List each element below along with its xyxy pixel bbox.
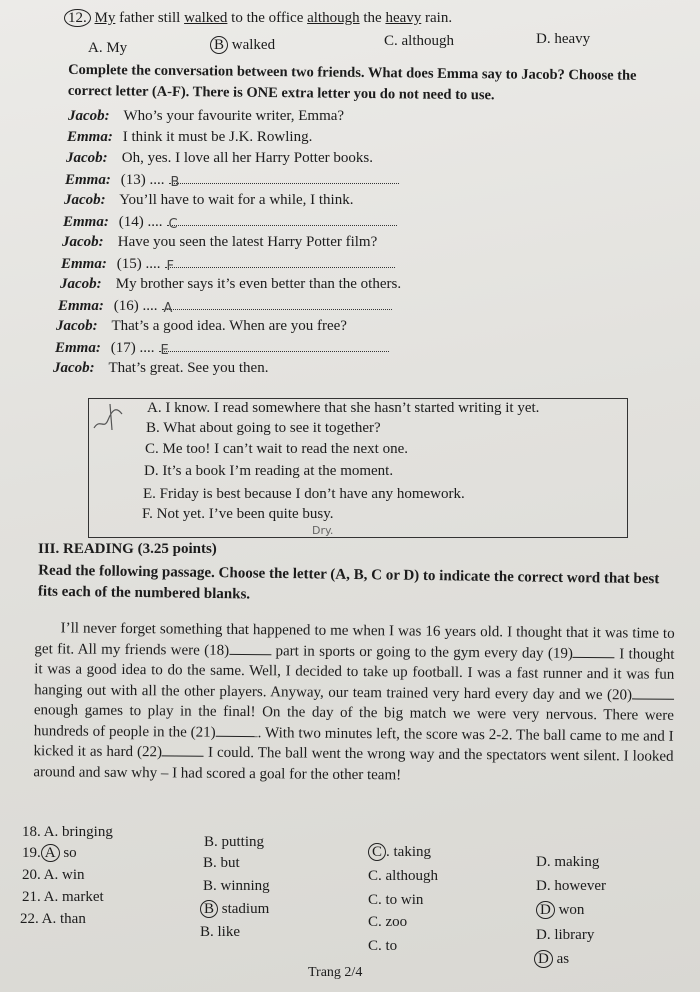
pen-scribble-icon <box>92 400 132 436</box>
q21-option-c[interactable]: C. zoo <box>368 914 408 930</box>
q20-option-b[interactable]: B. winning <box>203 878 270 894</box>
reading-passage <box>33 618 674 788</box>
line-text: I think it must be J.K. Rowling. <box>122 129 313 145</box>
speaker: Emma: <box>61 256 107 272</box>
dialogue-line-4 <box>65 171 399 189</box>
q12-option-a: A. My <box>88 40 128 56</box>
box-scribble-text: Dry. <box>312 524 334 537</box>
answer-circle: B <box>200 900 218 918</box>
q18-option-c[interactable] <box>368 844 431 861</box>
blank-20[interactable] <box>632 686 674 699</box>
handwritten-answer: C <box>168 217 178 232</box>
handwritten-answer: E <box>160 343 169 358</box>
box-option-c[interactable]: C. Me too! I can’t wait to read the next one. <box>145 441 408 457</box>
q19-option-a[interactable] <box>22 845 77 862</box>
blank-18[interactable] <box>229 641 271 654</box>
dialogue-line-12 <box>55 339 389 357</box>
dialogue-line-13 <box>53 360 268 377</box>
q12-option-b-text: walked <box>231 37 276 53</box>
q21-option-b[interactable] <box>200 901 269 918</box>
q12-text-4: rain. <box>421 10 453 26</box>
q12-part-c: although <box>307 10 360 26</box>
question-number: 19. <box>22 845 41 861</box>
option-text: won <box>554 902 585 918</box>
speaker: Jacob: <box>68 108 110 124</box>
handwritten-answer: F <box>166 259 174 274</box>
line-text: Oh, yes. I love all her Harry Potter books. <box>121 150 373 166</box>
answer-blank-13[interactable] <box>165 171 399 189</box>
passage-part-2: part in sports or going to the gym every day (19) <box>271 642 573 662</box>
q12-option-d: D. heavy <box>536 31 591 47</box>
q12-text-1: father still <box>115 10 185 26</box>
dialogue-line-6 <box>63 213 397 231</box>
box-option-d[interactable]: D. It’s a book I’m reading at the moment. <box>144 463 394 479</box>
line-text: (15) .... <box>116 256 161 272</box>
box-option-b[interactable]: B. What about going to see it together? <box>146 420 381 436</box>
dialogue-line-9 <box>60 276 401 293</box>
speaker: Jacob: <box>64 192 106 208</box>
q12-option-b <box>210 37 275 54</box>
q20-option-c[interactable]: C. to win <box>368 892 424 908</box>
speaker: Jacob: <box>60 276 102 292</box>
speaker: Emma: <box>67 129 113 145</box>
answer-circle: D <box>536 901 555 919</box>
line-text: My brother says it’s even better than the others. <box>115 276 402 292</box>
passage-part-3: I thought it was a good idea to do the same. Well, I decided to take up football. I was a fast runner and it was fun hanging out with all the other players. Anyway, our team trained very hard every day and we (20) <box>34 645 675 703</box>
dialogue-line-8 <box>61 255 395 273</box>
section-heading: III. READING (3.25 points) <box>38 541 217 557</box>
passage-part-4: enough games to play in the final! On the day of the big match we were very nervous. There were hundreds of people in the (21) <box>33 702 674 741</box>
dialogue-line-7 <box>62 234 377 251</box>
line-text: (17) .... <box>110 340 155 356</box>
q12-part-a: My <box>94 10 116 26</box>
q19-option-d[interactable]: D. however <box>536 878 606 894</box>
answer-circle: C <box>368 843 386 861</box>
q20-option-d[interactable] <box>536 902 584 919</box>
speaker: Jacob: <box>53 360 95 376</box>
option-text: . taking <box>386 844 432 860</box>
passage-part-5: . With two minutes left, the score was 2-2. The ball came to me and I kicked it as hard (22) <box>33 724 674 761</box>
q18-option-a[interactable]: 18. A. bringing <box>22 824 113 840</box>
question-12 <box>64 10 452 27</box>
q12-text-2: to the office <box>227 10 308 26</box>
line-text: You’ll have to wait for a while, I think. <box>119 192 354 208</box>
blank-19[interactable] <box>573 644 615 657</box>
q20-option-a[interactable]: 20. A. win <box>22 867 85 883</box>
line-text: (14) .... <box>118 214 163 230</box>
dialogue-line-2 <box>67 129 312 146</box>
dialogue-line-11 <box>56 318 347 335</box>
line-text: That’s great. See you then. <box>108 360 269 376</box>
q12-part-d: heavy <box>385 10 422 26</box>
q19-option-b[interactable]: B. but <box>203 855 240 871</box>
q12-part-b: walked <box>184 10 228 26</box>
page-number: Trang 2/4 <box>308 965 363 980</box>
blank-22[interactable] <box>162 743 204 756</box>
dialogue-line-1 <box>68 108 344 125</box>
box-option-e[interactable]: E. Friday is best because I don’t have any homework. <box>143 486 465 502</box>
q12-text-3: the <box>359 10 386 26</box>
question-number-circled: 12. <box>64 9 91 27</box>
instruction-conversation: Complete the conversation between two friends. What does Emma say to Jacob? Choose the correct letter (A-F). There is ONE extra letter you do not need to use. <box>67 61 637 104</box>
q21-option-a[interactable]: 21. A. market <box>22 889 104 905</box>
line-text: (13) .... <box>120 172 165 188</box>
q22-option-d[interactable] <box>534 951 569 968</box>
speaker: Emma: <box>58 298 104 314</box>
box-option-f[interactable]: F. Not yet. I’ve been quite busy. <box>142 506 334 522</box>
q18-option-b[interactable]: B. putting <box>204 834 265 850</box>
dialogue-line-5 <box>64 192 353 209</box>
box-option-a[interactable]: A. I know. I read somewhere that she hasn’t started writing it yet. <box>147 400 540 416</box>
line-text: (16) .... <box>113 298 158 314</box>
option-text: stadium <box>218 901 270 917</box>
q22-option-a[interactable]: 22. A. than <box>20 911 86 927</box>
q19-option-c[interactable]: C. although <box>368 868 438 884</box>
answer-blank-17[interactable] <box>155 339 389 357</box>
blank-21[interactable] <box>216 723 258 736</box>
answer-blank-15[interactable] <box>161 255 395 273</box>
speaker: Emma: <box>63 214 109 230</box>
handwritten-answer: A <box>163 301 173 316</box>
q12-option-c: C. although <box>384 33 454 49</box>
passage-part-1: I’ll never forget something that happened to me when I was 16 years old. I thought that it was time to get fit. All my friends were (18) <box>34 620 675 659</box>
answer-circle: B <box>210 36 228 54</box>
q21-option-d[interactable]: D. library <box>536 927 595 943</box>
option-text: as <box>552 951 570 967</box>
q18-option-d[interactable]: D. making <box>536 854 600 870</box>
speaker: Emma: <box>55 340 101 356</box>
q22-option-c[interactable]: C. to <box>368 938 398 954</box>
option-text: so <box>59 845 77 861</box>
answer-circle: A <box>41 844 60 862</box>
passage-part-6: I could. The ball went the wrong way and the spectators went silent. I looked around and saw why – I had scored a goal for the other team! <box>33 744 674 783</box>
line-text: That’s a good idea. When are you free? <box>111 318 347 334</box>
handwritten-answer: B <box>170 175 180 190</box>
answer-blank-14[interactable] <box>163 213 397 231</box>
line-text: Who’s your favourite writer, Emma? <box>123 108 345 124</box>
speaker: Jacob: <box>66 150 108 166</box>
q22-option-b[interactable]: B. like <box>200 924 240 940</box>
dialogue-line-10 <box>58 297 392 315</box>
speaker: Jacob: <box>56 318 98 334</box>
speaker: Jacob: <box>62 234 104 250</box>
speaker: Emma: <box>65 172 111 188</box>
answer-blank-16[interactable] <box>158 297 392 315</box>
answer-circle: D <box>534 950 553 968</box>
instruction-reading: Read the following passage. Choose the letter (A, B, C or D) to indicate the correct word that best fits each of the numbered blanks. <box>37 562 660 603</box>
dialogue-line-3 <box>66 150 373 167</box>
line-text: Have you seen the latest Harry Potter film? <box>117 234 378 250</box>
